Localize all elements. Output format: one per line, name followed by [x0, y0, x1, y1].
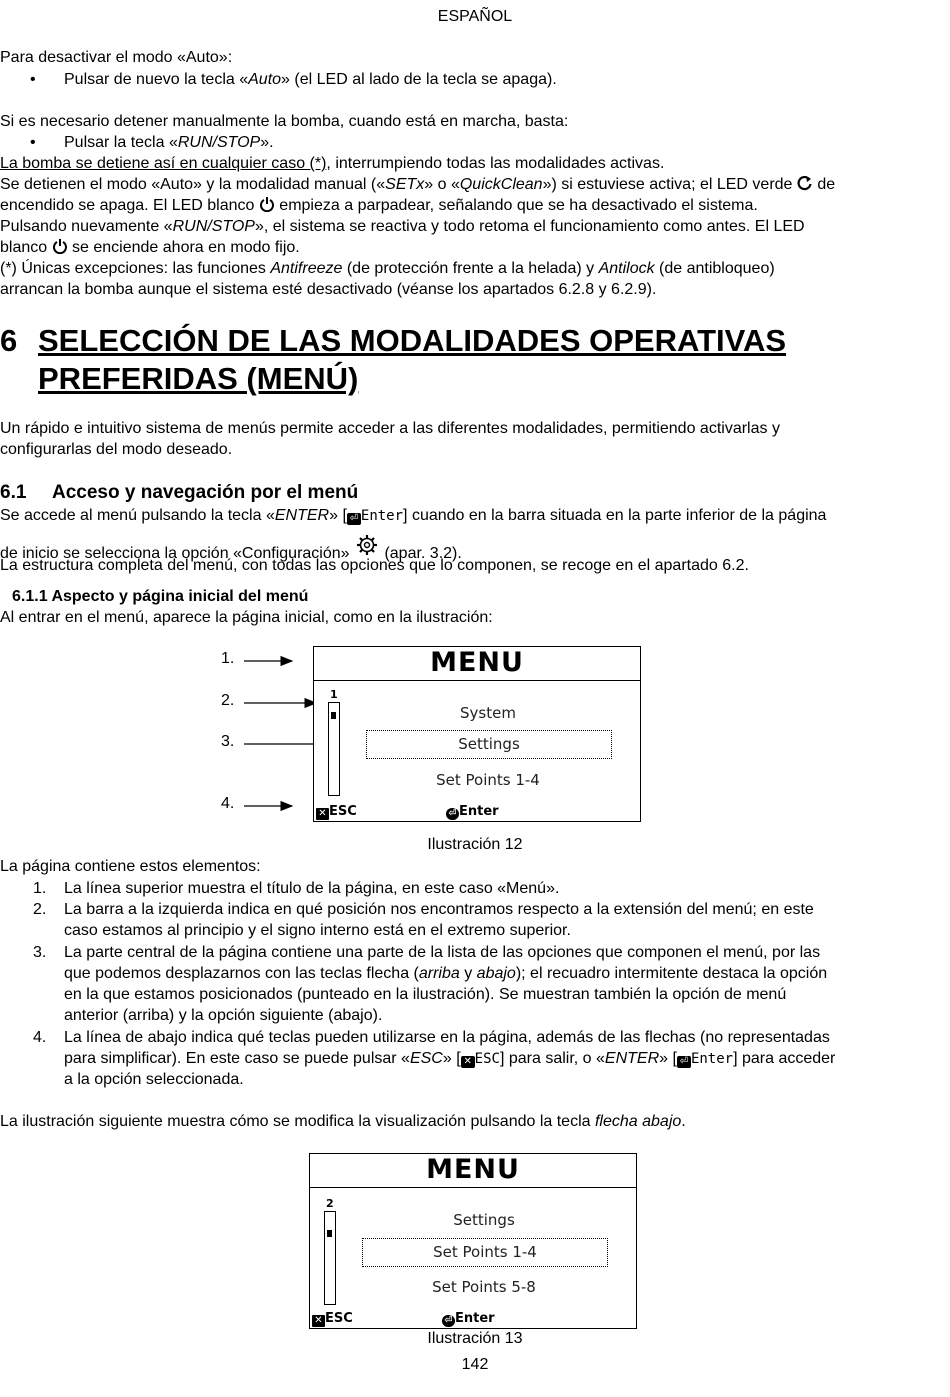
section6-para-line2: configurarlas del modo deseado.	[0, 441, 233, 458]
menu-screen	[313, 646, 641, 822]
esc-key-icon: ✕	[461, 1056, 475, 1068]
menu-option-selected[interactable]: Set Points 1-4	[362, 1238, 608, 1267]
section-title: Acceso y navegación por el menú	[52, 482, 359, 503]
section-title: PREFERIDAS (MENÚ)	[38, 361, 359, 396]
text-em: abajo	[476, 965, 516, 982]
scroll-bar[interactable]	[328, 702, 340, 796]
key-label: ESC	[474, 1051, 500, 1067]
text: de	[812, 176, 836, 193]
text: y	[459, 965, 477, 982]
menu-option-selected[interactable]: Settings	[366, 730, 612, 759]
enter-label: Enter	[455, 1311, 495, 1326]
text: Pulsar la tecla «	[64, 134, 178, 151]
text: Se detienen el modo «Auto» y la modalidad manual («	[0, 176, 386, 193]
menu-option[interactable]: System	[460, 704, 516, 722]
next-figure-intro	[0, 1112, 686, 1132]
text: » o «	[424, 176, 460, 193]
para2-intro: Si es necesario detener manualmente la bomba, cuando está en marcha, basta:	[0, 113, 569, 130]
figure-12-caption: Ilustración 12	[427, 836, 523, 853]
menu-option[interactable]: Settings	[453, 1211, 515, 1229]
section-6-1-1-heading: 6.1.1 Aspecto y página inicial del menú	[12, 588, 309, 605]
text-em: arriba	[418, 965, 460, 982]
list-item-2	[33, 900, 814, 920]
menu-option[interactable]: Set Points 1-4	[436, 771, 540, 789]
list-item-3-cont	[64, 964, 827, 984]
text: » (el LED al lado de la tecla se apaga).	[281, 71, 557, 88]
text-em: RUN/STOP	[177, 134, 261, 151]
list-number: 2.	[33, 901, 47, 918]
menu-position: 1	[330, 688, 338, 701]
text: ); el recuadro intermitente destaca la opción	[515, 965, 828, 982]
list-item-4	[33, 1028, 830, 1048]
text-em: ENTER	[604, 1050, 660, 1067]
text: La ilustración siguiente muestra cómo se modifica la visualización pulsando la tecla	[0, 1113, 595, 1130]
section-number: 6	[0, 323, 18, 358]
list-item-3	[33, 943, 821, 963]
text: Pulsar de nuevo la tecla «	[64, 71, 249, 88]
page-header: ESPAÑOL	[437, 8, 513, 25]
menu-position: 2	[326, 1197, 334, 1210]
text-em: Auto	[248, 71, 282, 88]
callout-4: 4.	[221, 795, 235, 812]
text: blanco	[0, 239, 52, 256]
text: ] para acceder	[733, 1050, 836, 1067]
text: encendido se apaga. El LED blanco	[0, 197, 259, 214]
list-number: 1.	[33, 880, 47, 897]
esc-label: ESC	[325, 1311, 353, 1326]
text-em: Antilock	[598, 260, 655, 277]
text-em: QuickClean	[459, 176, 543, 193]
list-item-3-cont: en la que estamos posicionados (punteado en la ilustración). Se muestran también la opción de menú	[64, 986, 787, 1003]
text-em: ENTER	[274, 507, 330, 524]
text: para simplificar). En este caso se puede pulsar «	[64, 1050, 410, 1067]
section6-para-line1: Un rápido e intuitivo sistema de menús permite acceder a las diferentes modalidades, permitiendo activarlas y	[0, 420, 780, 437]
scroll-thumb[interactable]	[327, 1230, 332, 1237]
text: (de antibloqueo)	[654, 260, 775, 277]
enter-key-icon: ⏎	[677, 1056, 691, 1068]
text: ] para salir, o «	[499, 1050, 605, 1067]
text-em: Antifreeze	[270, 260, 343, 277]
enter-key[interactable]	[442, 1311, 495, 1327]
enter-key-icon: ⏎	[442, 1315, 455, 1327]
text-em: flecha abajo	[594, 1113, 682, 1130]
text: La línea de abajo indica qué teclas pueden utilizarse en la página, además de las flechas (no representadas	[64, 1029, 830, 1046]
text-em: SETx	[385, 176, 425, 193]
enter-key-icon: ⏎	[347, 513, 361, 525]
text: La barra a la izquierda indica en qué posición nos encontramos respecto a la extensión del menú; en este	[64, 901, 814, 918]
bullet-dot: •	[30, 71, 36, 88]
section-number: 6.1	[0, 482, 27, 503]
text: (*) Únicas excepciones: las funciones	[0, 260, 271, 277]
text: La parte central de la página contiene una parte de la lista de las opciones que componen el menú, por las	[64, 944, 821, 961]
page-number: 142	[461, 1356, 489, 1373]
callout-3: 3.	[221, 733, 235, 750]
esc-key[interactable]	[316, 804, 357, 820]
list-number: 4.	[33, 1029, 47, 1046]
screen-title: MENU	[430, 647, 524, 678]
text: .	[681, 1113, 686, 1130]
text: de inicio se selecciona la opción «Configuración»	[0, 545, 354, 562]
key-label: Enter	[360, 508, 404, 524]
list-item-4-cont: a la opción seleccionada.	[64, 1071, 244, 1088]
title-divider	[314, 680, 640, 681]
list-item-4-cont	[64, 1049, 835, 1069]
text: se enciende ahora en modo fijo.	[67, 239, 300, 256]
text: » [	[442, 1050, 461, 1067]
para1-intro: Para desactivar el modo «Auto»:	[0, 49, 233, 66]
list-item-2-cont: caso estamos al principio y el signo interno está en el extremo superior.	[64, 922, 571, 939]
list-number: 3.	[33, 944, 47, 961]
text: (apar. 3.2).	[380, 545, 462, 562]
figure-13-caption: Ilustración 13	[427, 1330, 523, 1347]
text: Se accede al menú pulsando la tecla «	[0, 507, 275, 524]
text: ».	[260, 134, 274, 151]
menu-screen	[309, 1153, 637, 1329]
enter-key[interactable]	[446, 804, 499, 820]
text: » [	[659, 1050, 677, 1067]
elements-intro: La página contiene estos elementos:	[0, 858, 261, 875]
title-divider	[310, 1187, 636, 1188]
list-item-1	[33, 879, 560, 899]
enter-label: Enter	[459, 804, 499, 819]
section61-line3: La estructura completa del menú, con todas las opciones que lo componen, se recoge en el apartado 6.2.	[0, 557, 749, 574]
esc-label: ESC	[329, 804, 357, 819]
text-em: ESC	[409, 1050, 443, 1067]
callout-2: 2.	[221, 692, 235, 709]
menu-option[interactable]: Set Points 5-8	[432, 1278, 536, 1296]
esc-key-icon: ✕	[312, 1315, 325, 1327]
scroll-thumb[interactable]	[331, 712, 336, 719]
scroll-bar[interactable]	[324, 1211, 336, 1305]
text: La línea superior muestra el título de la página, en este caso «Menú».	[64, 880, 560, 897]
screen-title: MENU	[426, 1154, 520, 1185]
text: Pulsando nuevamente «	[0, 218, 173, 235]
text: (de protección frente a la helada) y	[342, 260, 599, 277]
text: » [	[329, 507, 347, 524]
para2-line9: arrancan la bomba aunque el sistema esté desactivado (véanse los apartados 6.2.8 y 6.2.9).	[0, 281, 657, 298]
text: ») si estuviese activa; el LED verde	[542, 176, 797, 193]
key-label: Enter	[690, 1051, 734, 1067]
text-em: RUN/STOP	[172, 218, 255, 235]
enter-key-icon: ⏎	[446, 808, 459, 820]
esc-key-icon: ✕	[316, 808, 329, 820]
underlined-text: La bomba se detiene así en cualquier caso (*)	[0, 155, 327, 172]
section611-intro: Al entrar en el menú, aparece la página inicial, como en la ilustración:	[0, 609, 493, 626]
text: que podemos desplazarnos con las teclas flecha (	[64, 965, 419, 982]
text: , interrumpiendo todas las modalidades activas.	[326, 155, 665, 172]
list-item-3-cont: anterior (arriba) y la opción siguiente (abajo).	[64, 1007, 383, 1024]
text: », el sistema se reactiva y todo retoma el funcionamiento como antes. El LED	[254, 218, 805, 235]
esc-key[interactable]	[312, 1311, 353, 1327]
section-title: SELECCIÓN DE LAS MODALIDADES OPERATIVAS	[38, 323, 787, 358]
bullet-dot: •	[30, 134, 36, 151]
text: ] cuando en la barra situada en la parte inferior de la página	[403, 507, 827, 524]
callout-1: 1.	[221, 650, 235, 667]
text: empieza a parpadear, señalando que se ha desactivado el sistema.	[274, 197, 758, 214]
